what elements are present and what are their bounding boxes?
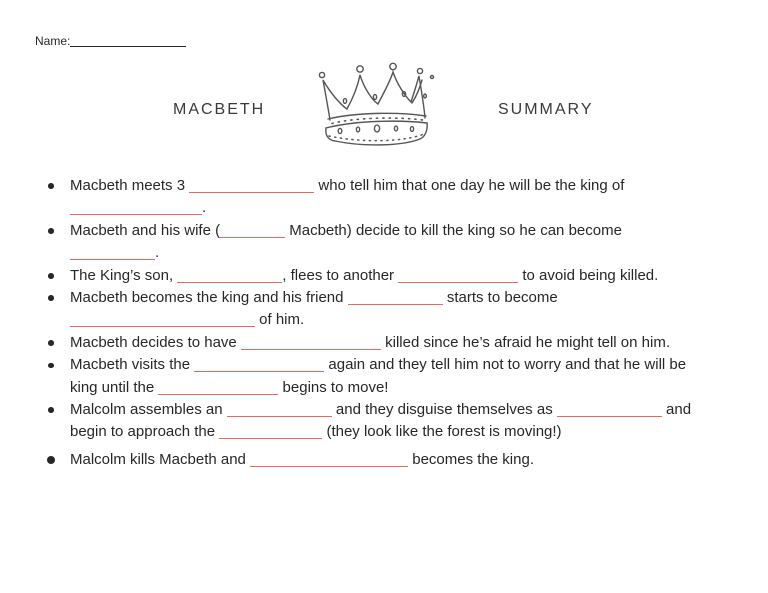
fill-in-blank[interactable]	[398, 270, 518, 283]
fill-in-blank[interactable]	[241, 337, 381, 350]
bullet-text: king until the	[70, 378, 159, 396]
bullet-text: Malcolm assembles an	[70, 401, 227, 419]
bullet-text: .	[202, 199, 207, 217]
fill-in-blank[interactable]	[250, 454, 408, 467]
crown-icon	[312, 61, 442, 149]
bullet-text: and	[661, 401, 692, 419]
bullet-text: Macbeth becomes the king and his friend	[70, 289, 348, 307]
bullet-text: killed since he’s afraid he might tell on him.	[380, 333, 670, 351]
bullet-line	[70, 421, 727, 443]
bullet-line	[70, 332, 727, 354]
fill-in-blank[interactable]	[177, 270, 282, 283]
bullet-line	[70, 265, 727, 287]
fill-in-blank[interactable]	[189, 180, 314, 193]
fill-in-blank[interactable]	[70, 202, 202, 215]
fill-in-blank[interactable]	[70, 247, 155, 260]
name-blank[interactable]	[70, 36, 186, 47]
bullet-line	[70, 449, 727, 471]
bullet-text: Macbeth decides to have	[70, 333, 241, 351]
summary-list	[47, 175, 727, 471]
bullet-text: Macbeth meets 3	[70, 177, 190, 194]
bullet-text: and they disguise themselves as	[331, 401, 557, 419]
fill-in-blank[interactable]	[348, 292, 443, 305]
bullet-text: again and they tell him not to worry and that he will be	[324, 356, 687, 374]
summary-bullet-item	[47, 354, 727, 399]
bullet-text: starts to become	[442, 289, 558, 307]
bullet-text: Macbeth visits the	[70, 356, 195, 374]
bullet-line	[70, 197, 727, 219]
bullet-line	[70, 242, 727, 264]
bullet-text: Macbeth and his wife (	[70, 221, 221, 239]
fill-in-blank[interactable]	[194, 359, 324, 372]
bullet-text: .	[155, 244, 160, 262]
summary-bullet-item	[47, 399, 727, 444]
bullet-text: Malcolm kills Macbeth and	[70, 450, 251, 468]
summary-bullet-item	[47, 287, 727, 332]
bullet-text: becomes the king.	[408, 450, 534, 468]
fill-in-blank[interactable]	[219, 426, 322, 439]
name-row	[35, 34, 186, 48]
bullet-text: who tell him that one day he will be the king of	[314, 177, 625, 194]
summary-bullet-item	[47, 265, 727, 287]
bullet-line	[70, 354, 727, 376]
bullet-line	[70, 377, 727, 399]
bullet-line	[70, 309, 727, 331]
bullet-text: Macbeth) decide to kill the king so he can become	[285, 221, 622, 239]
title-summary: SUMMARY	[498, 101, 594, 118]
fill-in-blank[interactable]	[227, 404, 332, 417]
bullet-line	[70, 175, 727, 197]
bullet-text: of him.	[255, 311, 305, 329]
title-macbeth: MACBETH	[173, 101, 266, 118]
fill-in-blank[interactable]	[557, 404, 662, 417]
bullet-line	[70, 287, 727, 309]
fill-in-blank[interactable]	[158, 382, 278, 395]
bullet-line	[70, 399, 727, 421]
summary-bullet-item	[47, 332, 727, 354]
name-label: Name:	[35, 34, 71, 48]
fill-in-blank[interactable]	[70, 314, 255, 327]
summary-bullet-item	[47, 220, 727, 265]
bullet-text: , flees to another	[282, 266, 399, 284]
bullet-text: The King’s son,	[70, 266, 178, 284]
summary-bullet-item	[47, 449, 727, 471]
summary-bullet-item	[47, 175, 727, 220]
bullet-text: to avoid being killed.	[518, 266, 659, 284]
bullet-text: begins to move!	[278, 378, 389, 396]
fill-in-blank[interactable]	[220, 225, 285, 238]
bullet-line	[70, 220, 727, 242]
bullet-text: begin to approach the	[70, 423, 220, 441]
bullet-text: (they look like the forest is moving!)	[322, 423, 562, 441]
